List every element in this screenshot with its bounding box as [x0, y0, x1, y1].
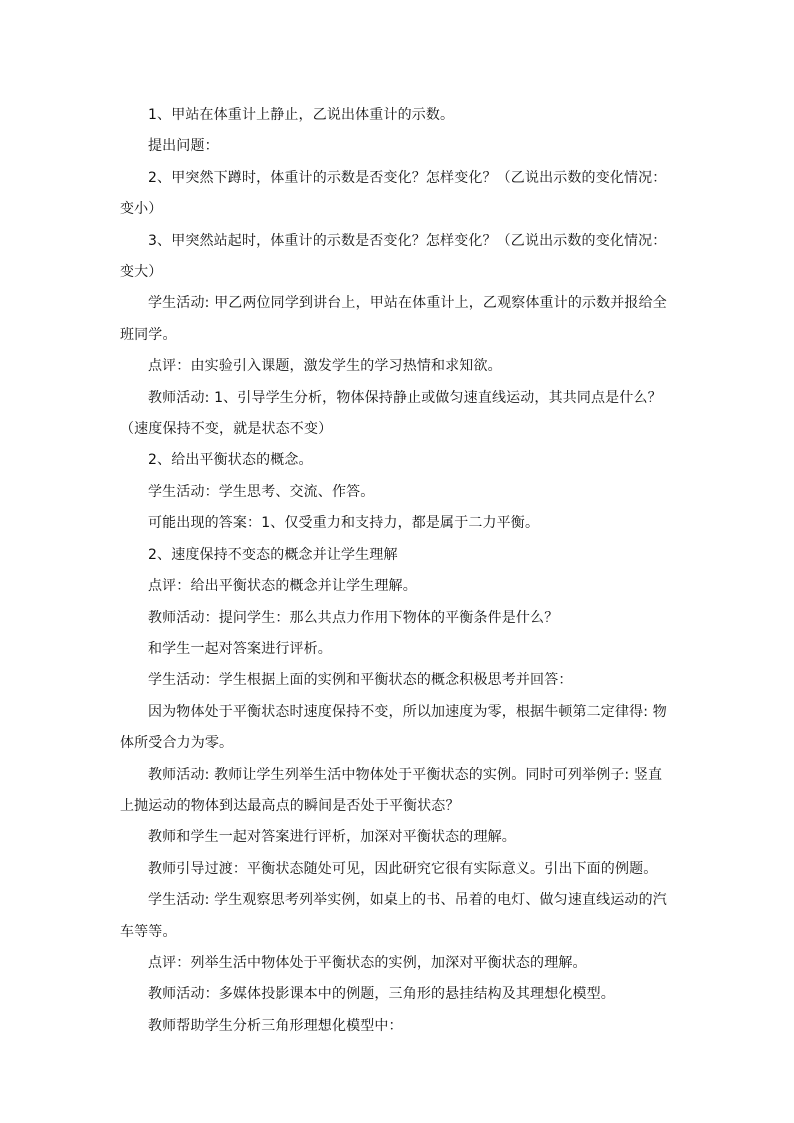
paragraph-10: 可能出现的答案：1、仅受重力和支持力，都是属于二力平衡。 [148, 515, 540, 532]
paragraph-7: 教师活动: 1、引导学生分析，物体保持静止或做匀速直线运动，其共同点是什么？（速度保持不变，就是状态不变） [120, 389, 662, 438]
paragraph-11: 2、速度保持不变态的概念并让学生理解 [148, 546, 398, 563]
paragraph-12: 点评：给出平衡状态的概念并让学生理解。 [148, 578, 417, 595]
paragraph-19: 教师引导过渡：平衡状态随处可见，因此研究它很有实际意义。引出下面的例题。 [148, 860, 658, 877]
document-body [120, 100, 674, 1042]
paragraph-15: 学生活动：学生根据上面的实例和平衡状态的概念积极思考并回答： [148, 672, 573, 689]
paragraph-2: 提出问题： [148, 138, 219, 155]
paragraph-9: 学生活动：学生思考、交流、作答。 [148, 483, 375, 500]
paragraph-8: 2、给出平衡状态的概念。 [148, 452, 313, 469]
paragraph-18: 教师和学生一起对答案进行评析，加深对平衡状态的理解。 [148, 829, 516, 846]
paragraph-21: 点评：列举生活中物体处于平衡状态的实例，加深对平衡状态的理解。 [148, 954, 587, 971]
paragraph-17: 教师活动: 教师让学生列举生活中物体处于平衡状态的实例。同时可列举例子: 竖直上抛运动的物体到达最高点的瞬间是否处于平衡状态？ [120, 766, 663, 814]
paragraph-23: 教师帮助学生分析三角形理想化模型中： [148, 1017, 403, 1034]
paragraph-1: 1、甲站在体重计上静止，乙说出体重计的示数。 [148, 107, 455, 123]
paragraph-4: 3、甲突然站起时，体重计的示数是否变化？怎样变化？（乙说出示数的变化情况：变大） [120, 232, 667, 281]
paragraph-5: 学生活动: 甲乙两位同学到讲台上，甲站在体重计上，乙观察体重计的示数并报给全班同学。 [120, 295, 667, 343]
paragraph-16: 因为物体处于平衡状态时速度保持不变，所以加速度为零，根据牛顿第二定律得: 物体所受合力为零。 [120, 703, 667, 752]
paragraph-13: 教师活动：提问学生：那么共点力作用下物体的平衡条件是什么？ [148, 609, 559, 626]
paragraph-3: 2、甲突然下蹲时，体重计的示数是否变化？怎样变化？（乙说出示数的变化情况：变小） [120, 169, 667, 218]
paragraph-22: 教师活动：多媒体投影课本中的例题，三角形的悬挂结构及其理想化模型。 [148, 986, 615, 1003]
paragraph-6: 点评：由实验引入课题，激发学生的学习热情和求知欲。 [148, 358, 502, 375]
paragraph-20: 学生活动: 学生观察思考列举实例，如桌上的书、吊着的电灯、做匀速直线运动的汽车等等。 [120, 892, 667, 940]
paragraph-14: 和学生一起对答案进行评析。 [148, 640, 332, 657]
